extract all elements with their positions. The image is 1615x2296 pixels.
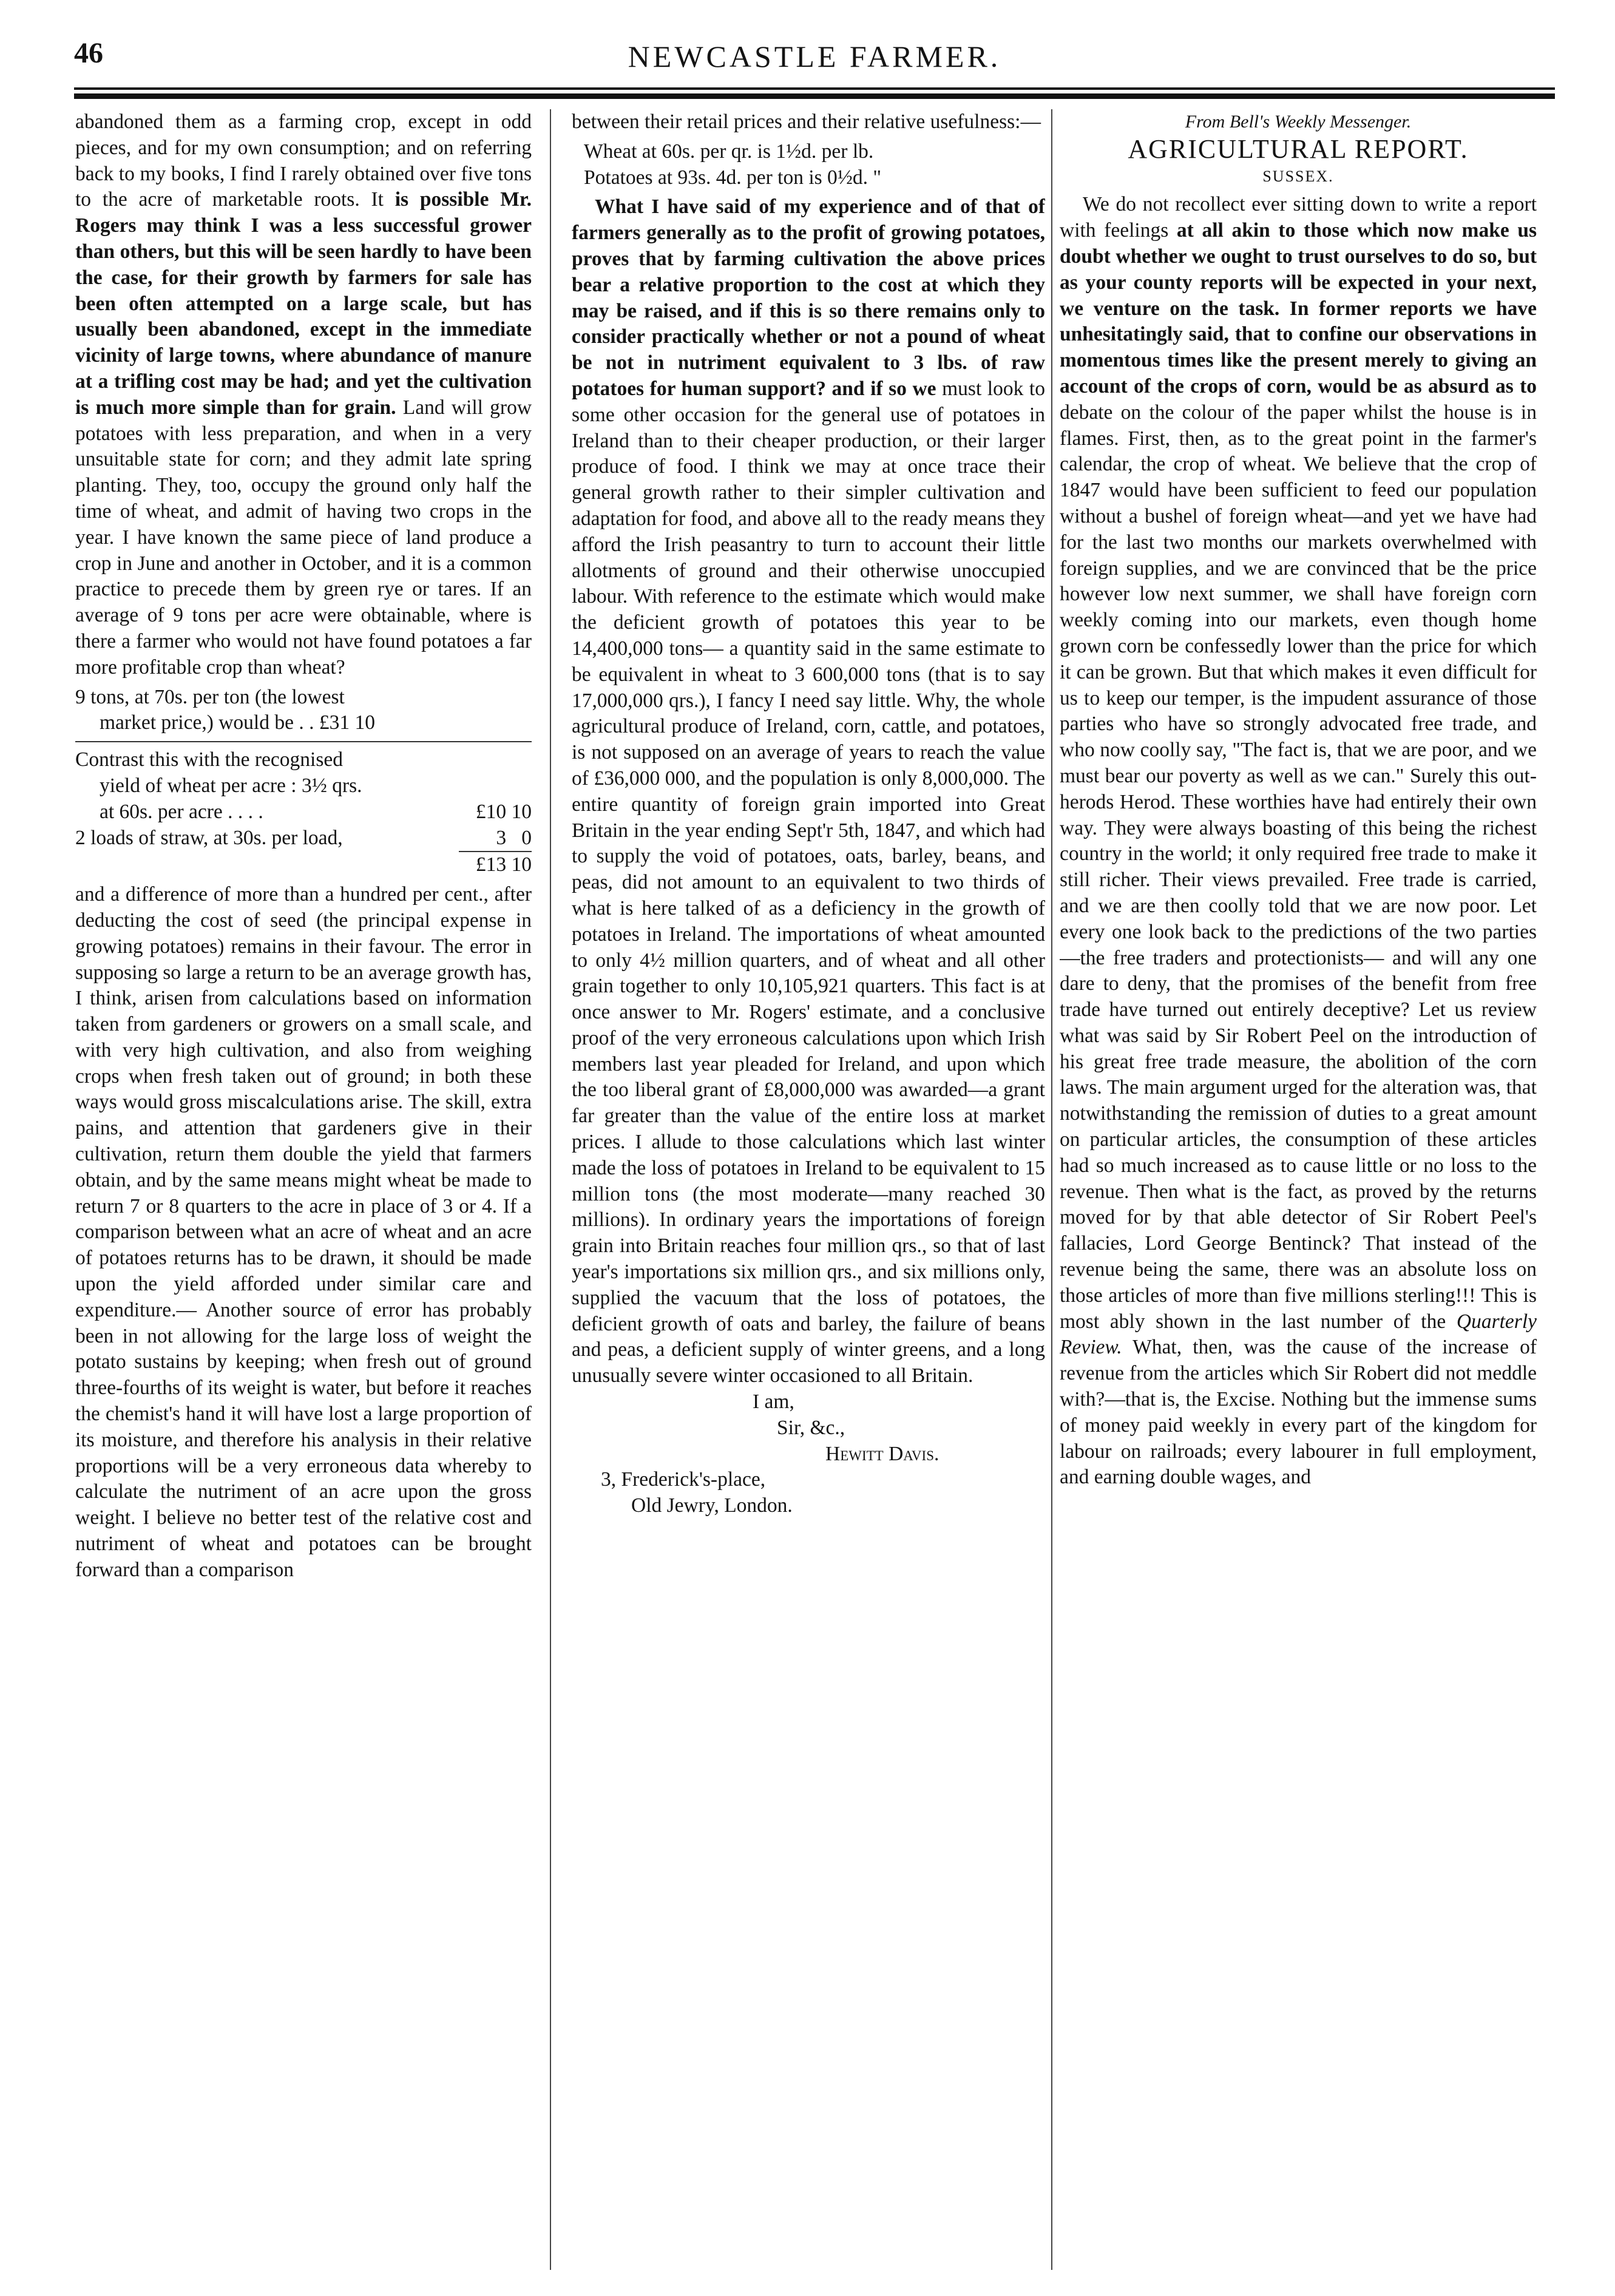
column-divider-2 (1051, 109, 1052, 2270)
calc-line: market price,) would be . . £31 10 (100, 711, 375, 734)
article-paragraph: abandoned them as a farming crop, except in odd pieces, and for my own consumption; and on referring back to my books, I find I rarely obtained over five tons to the acre of marketable roots. It is possible Mr. Rogers may think I was a less successful grower than others, but this will be seen hardly to have been the case, for their growth by farmers for sale has been often attempted on a large scale, but has usually been abandoned, except in the immediate vicinity of large towns, where abundance of manure at a trifling cost may be had; and yet the cultivation is much more simple than for grain. Land will grow potatoes with less preparation, and when in a very unsuitable state for corn; and they admit late spring planting. They, too, occupy the ground only half the time of wheat, and admit of having two crops in the year. I have known the same piece of land produce a crop in June and another in October, and it is a common practice to precede them by green rye or tares. If an average of 9 tons per acre were obtainable, where is there a farmer who would not have found potatoes a far more profitable crop than wheat? (75, 110, 532, 679)
article-subheading: SUSSEX. (1262, 167, 1334, 185)
italic-title: Quarterly Review. (1060, 1310, 1537, 1359)
author-name: Hewitt Davis. (825, 1442, 940, 1465)
article-paragraph: and a difference of more than a hundred per cent., after deducting the cost of seed (the principal expense in growing potatoes) remains in their favour. The error in supposing so large a return to be an average growth has, I think, arisen from calculations based on information taken from gardeners or growers on a small scale, and with very high cultivation, and also from weighing crops when fresh taken out of ground; in both these ways would gross miscalculations arise. The skill, extra pains, and attention that gardeners give in their cultivation, return them double the yield that farmers obtain, and by the same means might wheat be made to return 7 or 8 quarters to the acre in place of 3 or 4. If a comparison between what an acre of wheat and an acre of potatoes returns has to be drawn, it should be made upon the yield afforded under similar care and expenditure.— Another source of error has probably been in not allowing for the large loss of weight the potato sustains by keeping; when fresh out of ground three-fourths of its weight is water, but before it reaches the chemist's hand it will have lost a large proportion of its moisture, and therefore his analysis in their relative proportions will be a very erroneous data whereby to calculate the nutriment of an acre upon the gross weight. I believe no better test of the relative cost and nutriment of wheat and potatoes can be brought forward than a comparison (75, 883, 532, 1581)
signoff-line: I am, (753, 1390, 794, 1414)
publication-title: NEWCASTLE FARMER. (628, 39, 1001, 73)
header-rule-thin (74, 87, 1555, 90)
bold-passage: is possible Mr. Rogers may think I was a less successful grower than others, but this will be seen hardly to have been the case, for their growth by farmers for sale has been often attempted on a large scale, but has usually been abandoned, except in the immediate vicinity of large towns, where abundance of manure at a trifling cost may be had; and yet the cultivation is much more simple than for grain. (75, 188, 532, 419)
column-2 (572, 109, 1045, 2270)
article-heading: AGRICULTURAL REPORT. (1128, 134, 1469, 164)
price-comparison (584, 139, 1045, 191)
column-3 (1060, 109, 1537, 2270)
column-divider-1 (550, 109, 551, 2270)
calc-total: £13 10 (475, 853, 532, 876)
article-paragraph: What I have said of my experience and of that of farmers generally as to the profit of growing potatoes, proves that by farming cultivation the above prices bear a relative proportion to the cost at which they may be raised, and if this is so there remains only to consider practically whether or not a pound of wheat be not in nutriment equivalent to 3 lbs. of raw potatoes for human support? and if so we must look to some other occasion for the general use of potatoes in Ireland than to their cheaper production, or their larger produce of food. I think we may at once trace their general growth rather to their simpler cultivation and adaptation for food, and above all to the ready means they afford the Irish peasantry to turn to account their little allotments of ground and their otherwise unoccupied labour. With reference to the estimate which would make the deficient growth of potatoes this year to be 14,400,000 tons— a quantity said in the same estimate to be equivalent in wheat to 3 600,000 tons (that is to say 17,000,000 qrs.), I fancy I need say little. Why, the whole agricultural produce of Ireland, corn, cattle, and potatoes, is not supposed on an average of years to reach the value of £36,000 000, and the population is only 8,000,000. The entire quantity of foreign grain imported into Great Britain in the year ending Sept'r 5th, 1847, and which had to supply the void of potatoes, oats, barley, beans, and peas, did not amount to an equivalent to two thirds of what is here talked of as a deficiency in the growth of potatoes in Ireland. The importations of wheat amounted to only 4½ million quarters, and of wheat and all other grain together to only 10,105,921 quarters. This fact is at once answer to Mr. Rogers' estimate, and a conclusive proof of the very erroneous calculations upon which Irish members last year pleaded for Ireland, and upon which the too liberal grant of £8,000,000 was awarded—a grant far greater than the value of the entire loss at market prices. I allude to those calculations which last winter made the loss of potatoes in Ireland to be equivalent to 15 million tons (the most moderate—many reached 30 millions). In ordinary years the importations of foreign grain into Britain reaches four million qrs., so that of last year's importations six million qrs., and six millions only, supplied the vacuum that the loss of potatoes, the deficient growth of oats and barley, the failure of beans and peas, a deficient supply of winter greens, and a long unusually severe winter occasioned to all Britain. (572, 195, 1045, 1387)
article-source: From Bell's Weekly Messenger. (1185, 112, 1412, 132)
bold-passage: at all akin to those which now make us doubt whether we ought to trust ourselves to do so, but as your county reports will be expected in your next, we venture on the task. In former reports we have unhesitatingly said, that to confine our observations in momentous times like the present merely to giving an account of the crops of corn, would be as absurd as to (1060, 219, 1537, 398)
calc-line: Contrast this with the recognised (75, 748, 344, 771)
calc-line: 9 tons, at 70s. per ton (the lowest (75, 685, 345, 708)
potato-value-calculation (75, 685, 532, 737)
section-rule (75, 741, 532, 742)
address-line: Old Jewry, London. (631, 1494, 793, 1517)
calc-line: at 60s. per acre . . . . £10 10 (100, 800, 532, 823)
calc-line: yield of wheat per acre : 3½ qrs. (100, 774, 362, 797)
article-paragraph: between their retail prices and their relative usefulness:— (572, 110, 1041, 133)
article-paragraph: We do not recollect ever sitting down to write a report with feelings at all akin to those which now make us doubt whether we ought to trust ourselves to do so, but as your county reports will be expected in your next, we venture on the task. In former reports we have unhesitatingly said, that to confine our observations in momentous times like the present merely to giving an account of the crops of corn, would be as absurd as to debate on the colour of the paper whilst the house is in flames. First, then, as to the great point in the farmer's calendar, the crop of wheat. We believe that the crop of 1847 would have been sufficient to feed our population without a bushel of foreign wheat—and yet we have had for the last two months our markets overwhelmed with foreign supplies, and we are convinced that be the price however low next summer, we shall have foreign corn weekly coming into our markets, even though home grown corn be confessedly lower than the price for which it can be grown. But that which makes it even difficult for us to keep our temper, is the impudent assurance of those parties who have so strongly advocated free trade, and who now coolly say, "The fact is, that we are poor, and we must bear our poverty as well as we can." Surely this out-herods Herod. These worthies have had entirely their own way. They were always boasting of this being the richest country in the world; it only required free trade to make it still richer. Their views prevailed. Free trade is carried, and we are then coolly told that we are now poor. Let every one look back to the predictions of the two parties —the free traders and protectionists— and will any one dare to deny, that the promises of the benefit from free trade have turned out entirely deceptive? Let us review what was said by Sir Robert Peel on the introduction of his great free trade measure, the abolition of the corn laws. The main argument urged for the alteration was, that notwithstanding the remission of duties to a great amount on particular articles, the consumption of these articles had so much increased as to cause little or no loss to the revenue. Then what is the fact, as proved by the returns moved for by that able detector of Sir Robert Peel's fallacies, Lord George Bentinck? That instead of the revenue being the same, there was an absolute loss on those articles of more than five millions sterling!!! This is most ably shown in the last number of the Quarterly Review. What, then, was the cause of the increase of revenue from the articles which Sir Robert did not meddle with?—that is, the Excise. Nothing but the immense sums of money paid weekly in every part of the kingdom for labour on railroads; every labourer in full employment, and earning double wages, and (1060, 193, 1537, 1489)
calc-line: 2 loads of straw, at 30s. per load, 3 0 (75, 826, 532, 849)
address-line: 3, Frederick's-place, (601, 1468, 766, 1491)
price-line: Potatoes at 93s. 4d. per ton is 0½d. " (584, 166, 882, 189)
signoff-line: Sir, &c., (777, 1416, 845, 1439)
page-header (74, 32, 1555, 98)
price-line: Wheat at 60s. per qr. is 1½d. per lb. (584, 140, 874, 163)
bold-passage: What I have said of my experience and of that of farmers generally as to the profit of growing potatoes, proves that by farming cultivation the above prices bear a relative proportion to the cost at which they may be raised, and if this is so there remains only to consider practically whether or not a pound of wheat be not in nutriment equivalent to 3 lbs. of raw potatoes for human support? and if so we (572, 195, 1045, 400)
header-rule-thick (74, 93, 1555, 99)
wheat-value-calculation (75, 747, 532, 878)
page-number: 46 (74, 37, 103, 69)
column-1 (75, 109, 532, 2270)
